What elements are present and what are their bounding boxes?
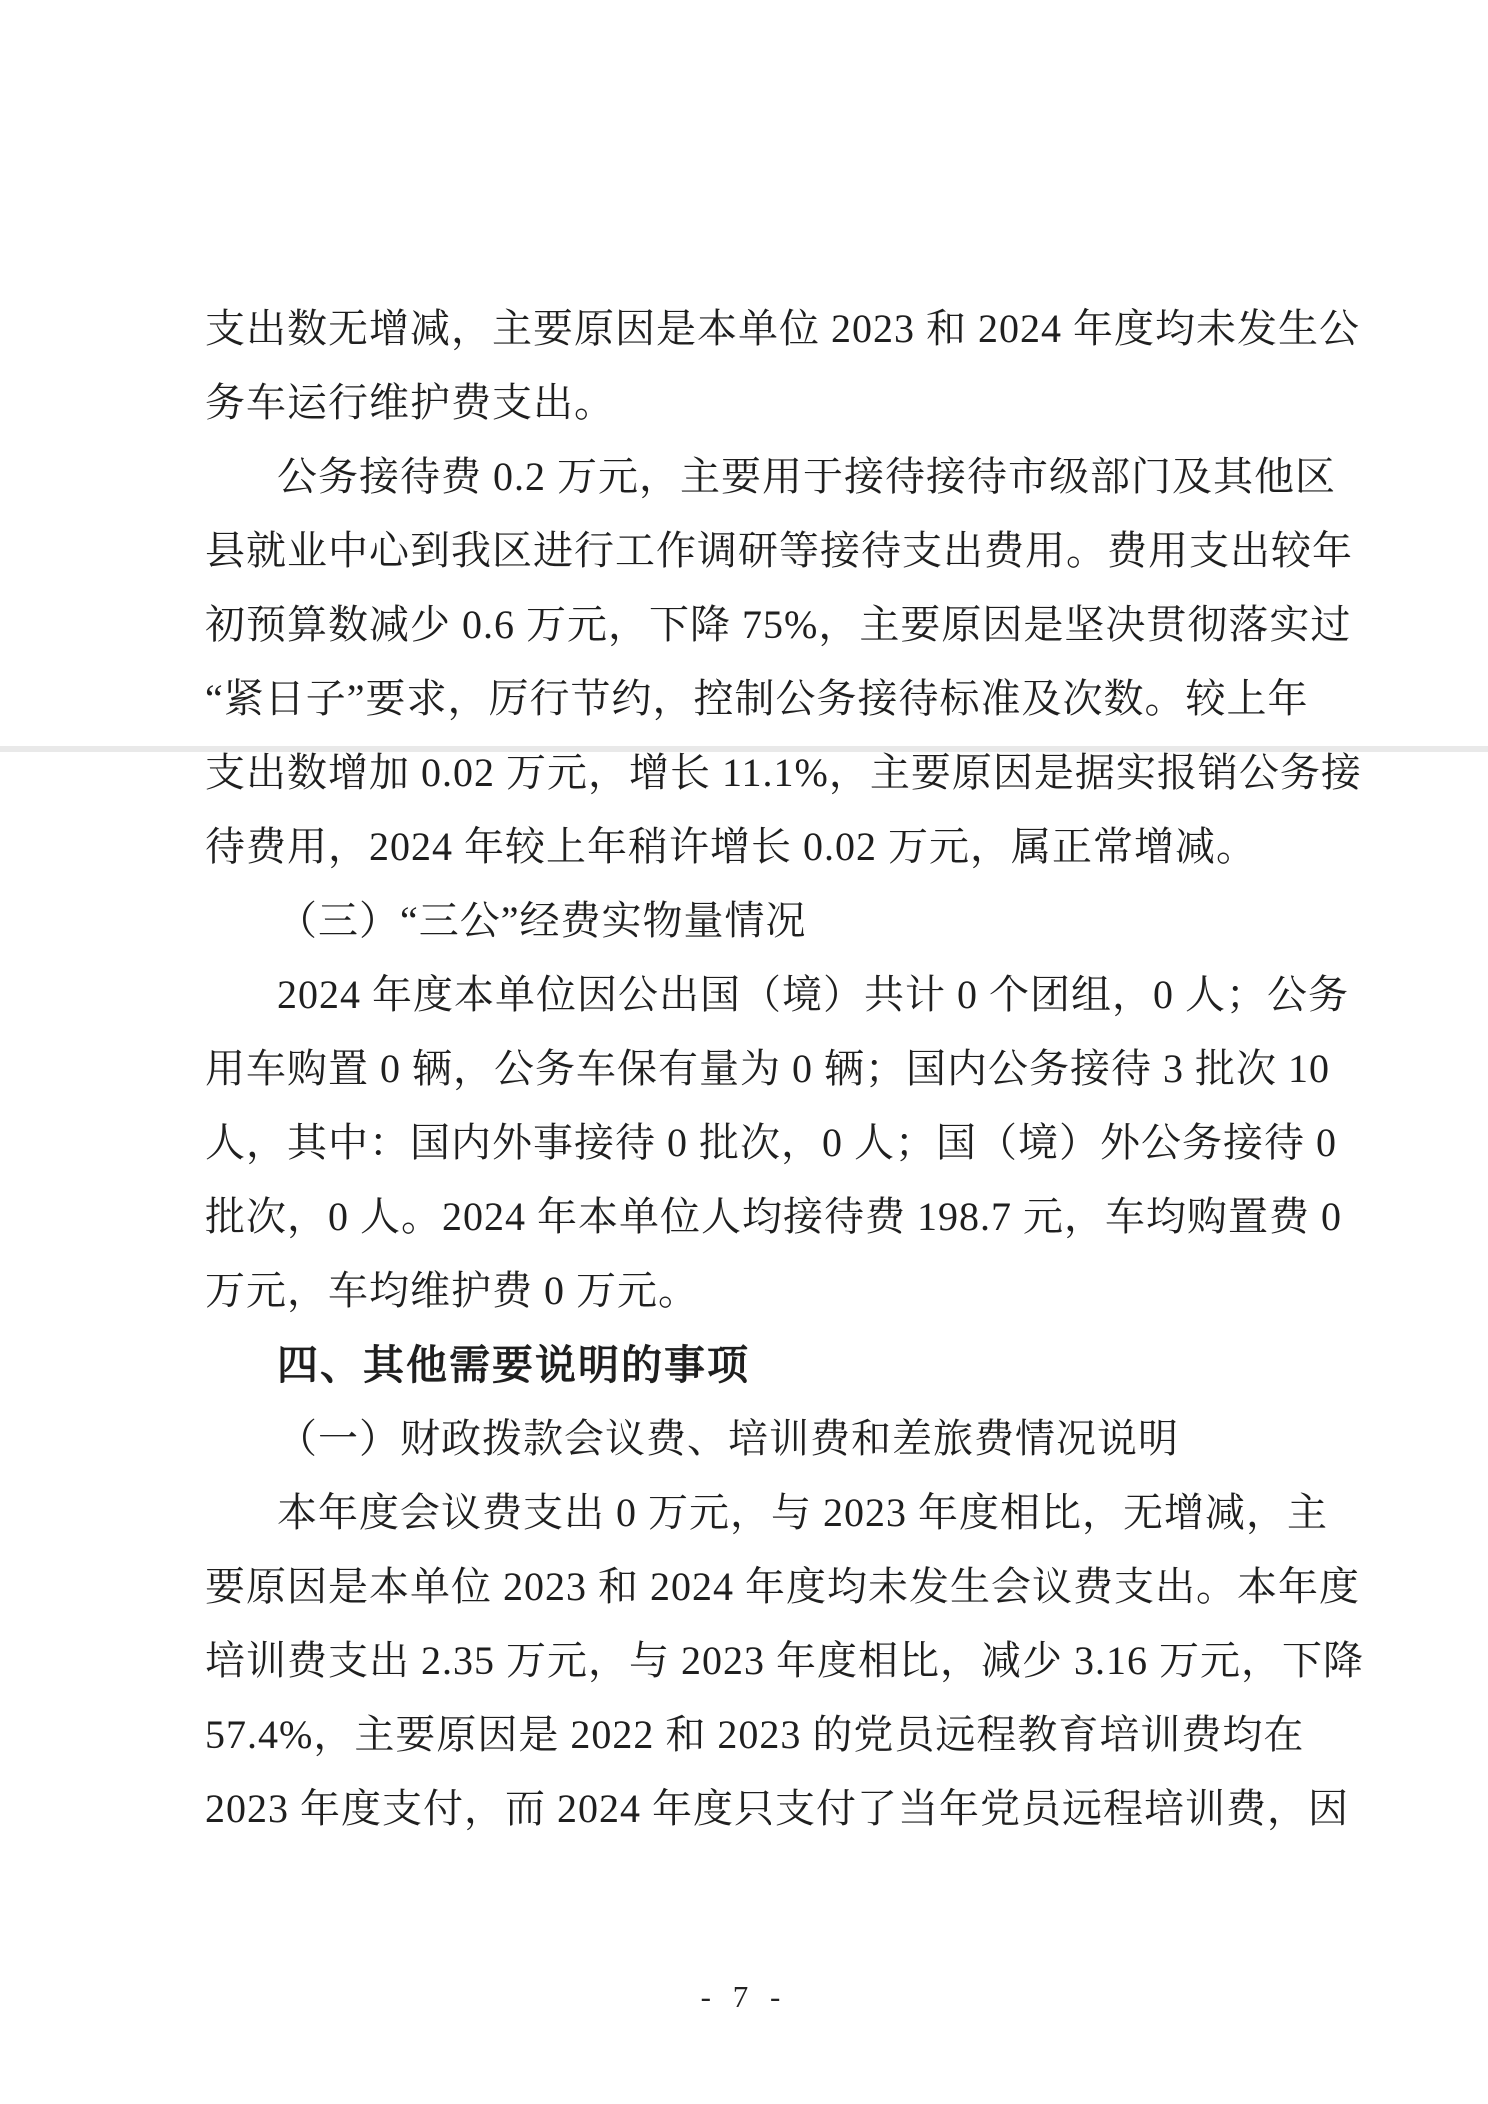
- text-line: 待费用，2024 年较上年稍许增长 0.02 万元，属正常增减。: [205, 824, 1257, 869]
- text-line: 2024 年度本单位因公出国（境）共计 0 个团组，0 人；公务: [277, 972, 1349, 1017]
- text-line: 要原因是本单位 2023 和 2024 年度均未发生会议费支出。本年度: [205, 1564, 1360, 1609]
- text-line: 57.4%，主要原因是 2022 和 2023 的党员远程教育培训费均在: [205, 1712, 1305, 1757]
- page-number: - 7 -: [700, 1979, 788, 2014]
- section-heading-line: 四、其他需要说明的事项: [277, 1342, 750, 1388]
- text-line: 支出数增加 0.02 万元，增长 11.1%，主要原因是据实报销公务接: [205, 750, 1362, 795]
- text-line: （三）“三公”经费实物量情况: [277, 898, 807, 943]
- text-line: 初预算数减少 0.6 万元，下降 75%，主要原因是坚决贯彻落实过: [205, 602, 1352, 647]
- text-line: 务车运行维护费支出。: [205, 380, 615, 425]
- text-line: 人，其中：国内外事接待 0 批次，0 人；国（境）外公务接待 0: [205, 1120, 1337, 1165]
- text-line: 本年度会议费支出 0 万元，与 2023 年度相比，无增减，主: [277, 1490, 1328, 1535]
- text-line: 培训费支出 2.35 万元，与 2023 年度相比，减少 3.16 万元，下降: [205, 1638, 1364, 1683]
- text-line: 万元，车均维护费 0 万元。: [205, 1268, 699, 1313]
- text-line: 2023 年度支付，而 2024 年度只支付了当年党员远程培训费，因: [205, 1786, 1349, 1831]
- text-line: 公务接待费 0.2 万元，主要用于接待接待市级部门及其他区: [277, 454, 1336, 499]
- text-line: （一）财政拨款会议费、培训费和差旅费情况说明: [277, 1416, 1179, 1461]
- document-body: [205, 292, 1364, 1846]
- text-line: 批次，0 人。2024 年本单位人均接待费 198.7 元，车均购置费 0: [205, 1194, 1342, 1239]
- text-line: 支出数无增减，主要原因是本单位 2023 和 2024 年度均未发生公: [205, 306, 1360, 351]
- text-line: 县就业中心到我区进行工作调研等接待支出费用。费用支出较年: [205, 528, 1353, 573]
- text-line: “紧日子”要求，厉行节约，控制公务接待标准及次数。较上年: [205, 676, 1309, 721]
- text-line: 用车购置 0 辆，公务车保有量为 0 辆；国内公务接待 3 批次 10: [205, 1046, 1330, 1091]
